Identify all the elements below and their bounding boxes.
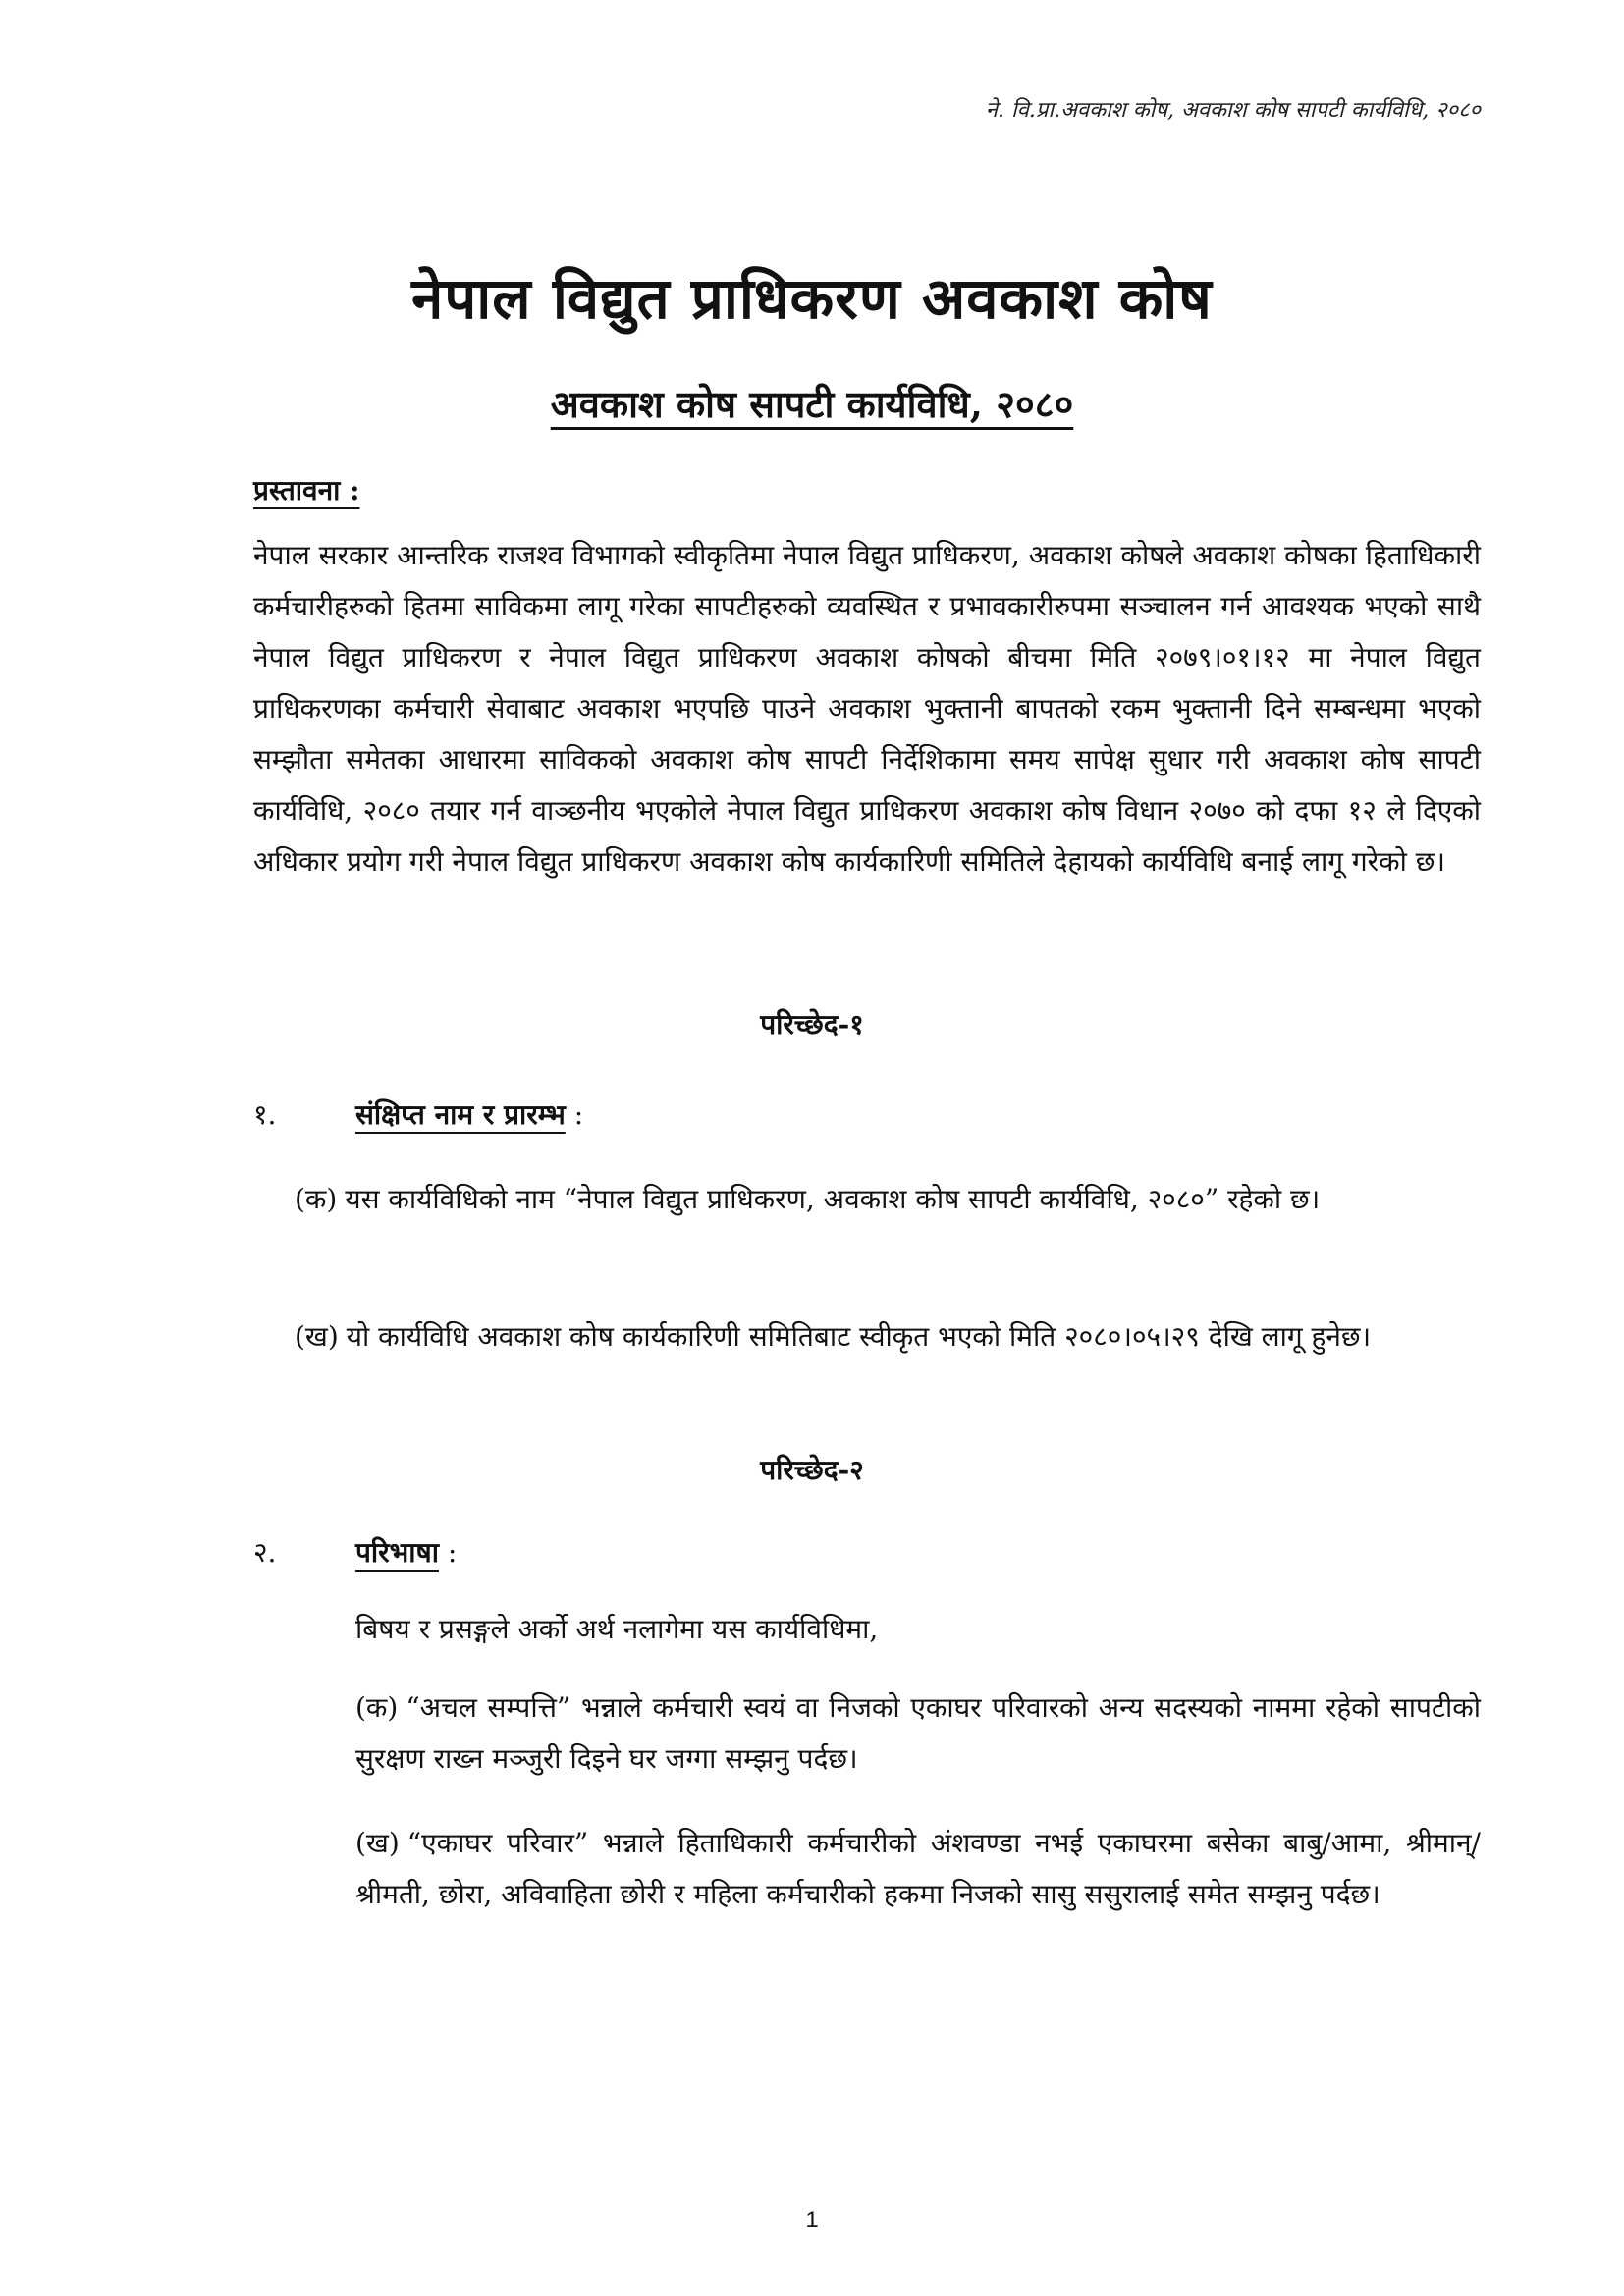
clause-2-colon: : [447,1536,458,1569]
item-text: “एकाघर परिवार” भन्नाले हिताधिकारी कर्मचारीको अंशवण्डा नभई एकाघरमा बसेका बाबु/आमा, श्रीमान्/श्रीमती, छोरा, अविवाहिता छोरी र महिला कर्मचारीको हकमा निजको सासु ससुरालाई समेत सम्झनु पर्दछ। [355,1827,1481,1910]
clause-1-title-wrap [355,1095,583,1133]
page-number: 1 [805,2207,819,2233]
clause-1-item-b [295,1311,1481,1362]
clause-1-title: संक्षिप्त नाम र प्रारम्भ [355,1098,566,1131]
clause-1-colon: : [573,1098,584,1131]
clause-2-number: २. [253,1536,277,1569]
clause-2-title: परिभाषा [355,1536,439,1569]
item-marker: (क) [295,1183,338,1215]
item-text: “अचल सम्पत्ति” भन्नाले कर्मचारी स्वयं वा निजको एकाघर परिवारको अन्य सदस्यको नाममा रहेको सापटीको सुरक्षण राख्न मञ्जुरी दिइने घर जग्गा सम्झनु पर्दछ। [355,1691,1481,1775]
document-subtitle: अवकाश कोष सापटी कार्यविधि, २०८० [550,382,1074,426]
clause-1-item-a [295,1174,1481,1225]
clause-1-number: १. [253,1098,277,1131]
chapter-1-heading: परिच्छेद-१ [760,1008,864,1041]
item-marker: (ख) [295,1320,339,1353]
item-text: यो कार्यविधि अवकाश कोष कार्यकारिणी समितिबाट स्वीकृत भएको मिति २०८०।०५।२९ देखि लागू हुनेछ। [346,1320,1372,1353]
document-title: नेपाल विद्युत प्राधिकरण अवकाश कोष [411,265,1213,332]
preamble-label: प्रस्तावना : [253,474,360,507]
item-marker: (ख) [355,1827,400,1859]
running-header: ने. वि.प्रा.अवकाश कोष, अवकाश कोष सापटी कार्यविधि, २०८० [985,98,1481,123]
preamble-text: नेपाल सरकार आन्तरिक राजश्व विभागको स्वीकृतिमा नेपाल विद्युत प्राधिकरण, अवकाश कोषले अवकाश कोषका हिताधिकारी कर्मचारीहरुको हितमा साविकमा लागू गरेका सापटीहरुको व्यवस्थित र प्रभावकारीरुपमा सञ्चालन गर्न आवश्यक भएको साथै नेपाल विद्युत प्राधिकरण र नेपाल विद्युत प्राधिकरण अवकाश कोषको बीचमा मिति २०७९।०१।१२ मा नेपाल विद्युत प्राधिकरणका कर्मचारी सेवाबाट अवकाश भएपछि पाउने अवकाश भुक्तानी बापतको रकम भुक्तानी दिने सम्बन्धमा भएको सम्झौता समेतका आधारमा साविकको अवकाश कोष सापटी निर्देशिकामा समय सापेक्ष सुधार गरी अवकाश कोष सापटी कार्यविधि, २०८० तयार गर्न वाञ्छनीय भएकोले नेपाल विद्युत प्राधिकरण अवकाश कोष विधान २०७० को दफा १२ ले दिएको अधिकार प्रयोग गरी नेपाल विद्युत प्राधिकरण अवकाश कोष कार्यकारिणी समितिले देहायको कार्यविधि बनाई लागू गरेको छ। [253,539,1481,878]
clause-2-title-wrap [355,1533,457,1571]
item-text: यस कार्यविधिको नाम “नेपाल विद्युत प्राधिकरण, अवकाश कोष सापटी कार्यविधि, २०८०” रहेको छ। [345,1183,1321,1215]
preamble-label-wrap [253,471,359,508]
clause-2-intro: बिषय र प्रसङ्गले अर्को अर्थ नलागेमा यस कार्यविधिमा, [355,1613,879,1645]
chapter-2-heading: परिच्छेद-२ [760,1454,864,1486]
clause-2-item-a [355,1682,1481,1785]
item-marker: (क) [355,1691,399,1724]
document-subtitle-wrap [0,378,1624,429]
clause-2-item-b [355,1818,1481,1920]
